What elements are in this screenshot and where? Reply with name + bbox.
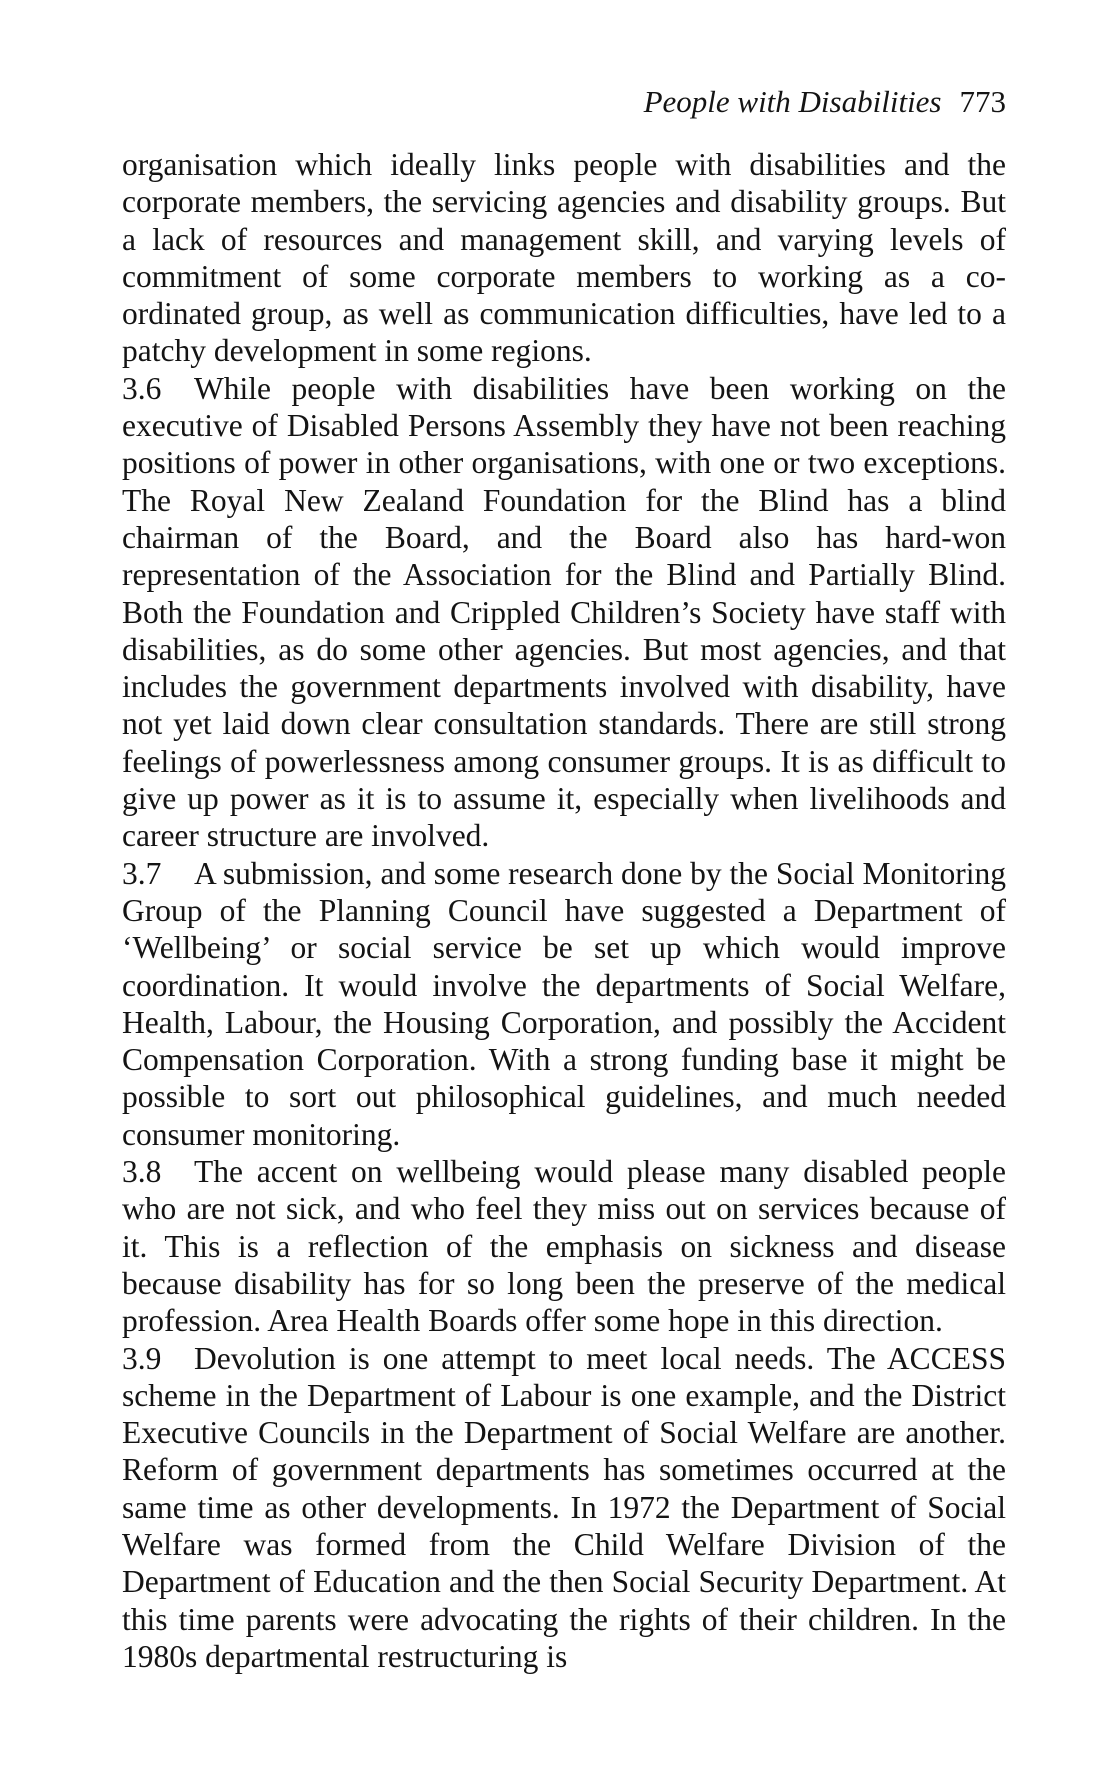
paragraph-3-9 [122,1340,1006,1676]
paragraph-text: Devolution is one attempt to meet local needs. The ACCESS scheme in the Department of Labour is one example, and the District Executive Councils in the Department of Social Welfare are another. Reform of government departments has sometimes occurred at the same time as other developments. In 1972 the Department of Social Welfare was formed from the Child Welfare Division of the Department of Education and the then Social Security Department. At this time parents were advocating the rights of their children. In the 1980s departmental restructuring is [122,1340,1006,1674]
running-head-title: People with Disabilities [643,84,942,119]
paragraph-text: While people with disabilities have been working on the executive of Disabled Persons Assembly they have not been reaching positions of power in other organisations, with one or two exceptions. The Royal New Zealand Foundation for the Blind has a blind chairman of the Board, and the Board also has hard-won representation of the Association for the Blind and Partially Blind. Both the Foundation and Crippled Children’s Society have staff with disabilities, as do some other agencies. But most agencies, and that includes the government departments involved with disability, have not yet laid down clear consultation standards. There are still strong feelings of powerlessness among consumer groups. It is as difficult to give up power as it is to assume it, especially when livelihoods and career structure are involved. [122,370,1006,854]
paragraph-3-6 [122,370,1006,855]
paragraph-text: A submission, and some research done by the Social Monitoring Group of the Planning Council have suggested a Department of ‘Wellbeing’ or social service be set up which would improve coordination. It would involve the departments of Social Welfare, Health, Labour, the Housing Corporation, and possibly the Accident Compensation Corporation. With a strong funding base it might be possible to sort out philosophical guidelines, and much needed consumer monitoring. [122,855,1006,1152]
paragraph-text: The accent on wellbeing would please many disabled people who are not sick, and who feel they miss out on services because of it. This is a reflection of the emphasis on sickness and disease because disability has for so long been the preserve of the medical profession. Area Health Boards offer some hope in this direction. [122,1154,1006,1339]
body-text [122,146,1006,1675]
running-head [122,84,1006,120]
paragraph-continued [122,146,1006,370]
paragraph-number: 3.8 [122,1154,162,1190]
paragraph-number: 3.6 [122,370,162,406]
paragraph-text: organisation which ideally links people with disabilities and the corporate members, the servicing agencies and disability groups. But a lack of resources and management skill, and varying levels of commitment of some corporate members to working as a co-ordinated group, as well as communication difficulties, have led to a patchy development in some regions. [122,147,1006,369]
paragraph-3-7 [122,855,1006,1153]
page-number: 773 [959,84,1006,119]
paragraph-number: 3.7 [122,855,162,891]
paragraph-3-8 [122,1153,1006,1339]
paragraph-number: 3.9 [122,1340,162,1376]
